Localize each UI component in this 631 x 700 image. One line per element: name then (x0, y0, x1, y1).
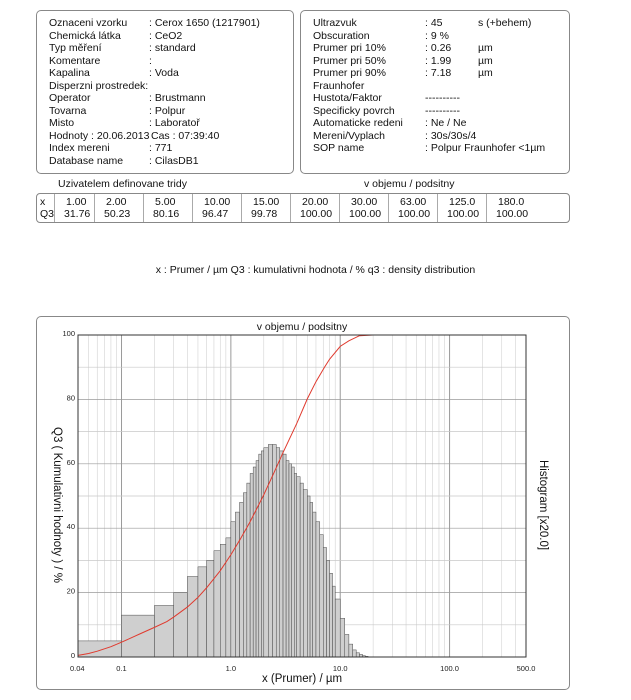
y-tick-label: 40 (66, 522, 75, 532)
histogram-bar (323, 548, 326, 657)
histogram-bar (235, 512, 239, 657)
classes-title: Uzivatelem definovane tridy (58, 178, 187, 190)
distribution-chart (36, 316, 570, 690)
info-label: Operator (49, 92, 91, 104)
histogram-bar (253, 467, 256, 657)
info-label: Prumer pri 90% (313, 67, 386, 79)
class-x-value: 2.00 (106, 196, 127, 208)
class-x-value: 125.0 (449, 196, 476, 208)
table-divider (339, 194, 340, 222)
info-value: : Polpur (149, 104, 186, 117)
info-label: Chemická látka (49, 29, 121, 42)
class-x-value: 180.0 (498, 196, 525, 208)
class-x-value: 30.00 (351, 196, 378, 208)
table-divider (388, 194, 389, 222)
histogram-bar (349, 644, 353, 657)
histogram-bar (286, 461, 289, 657)
histogram-bar (264, 448, 269, 657)
class-q3-value: 99.78 (251, 208, 278, 220)
y-tick-label: 80 (66, 393, 75, 403)
info-value: : 30s/30s/4 (425, 129, 477, 142)
info-value: : CilasDB1 (149, 154, 199, 167)
table-divider (290, 194, 291, 222)
info-unit: µm (478, 54, 493, 67)
table-divider (192, 194, 193, 222)
histogram-bar (243, 493, 247, 657)
info-value: : (149, 54, 152, 67)
info-value: : Voda (149, 67, 179, 79)
histogram-bar (307, 496, 310, 657)
info-label: Misto (49, 117, 75, 129)
x-tick-label: 100.0 (440, 664, 459, 673)
chart-title: v objemu / podsitny (256, 321, 348, 333)
info-value: : Ne / Ne (425, 117, 467, 129)
info-label: Ultrazvuk (313, 17, 357, 29)
x-axis-title: x (Prumer) / µm (261, 673, 343, 685)
info-unit: µm (478, 42, 493, 54)
info-value: : 9 % (425, 29, 449, 42)
histogram-bar (122, 615, 155, 657)
histogram-bar (332, 586, 335, 657)
info-unit: s (+behem) (478, 17, 532, 29)
info-value: : 7.18 (425, 67, 452, 79)
histogram-bar (330, 573, 333, 657)
y-tick-label: 100 (62, 329, 75, 338)
table-divider (437, 194, 438, 222)
histogram-bar (356, 653, 359, 657)
histogram-bar (256, 461, 259, 657)
x-tick-label: 0.04 (70, 664, 85, 673)
class-q3-value: 100.00 (496, 208, 529, 220)
info-value: : 1.99 (425, 54, 452, 67)
histogram-bar (340, 618, 345, 657)
info-label: Tovarna (49, 104, 87, 117)
histogram-bar (247, 483, 250, 657)
class-x-value: 20.00 (302, 196, 329, 208)
info-value: : standard (149, 42, 196, 54)
info-label: Hustota/Faktor (313, 92, 382, 104)
info-label: Prumer pri 10% (313, 42, 386, 54)
info-label: Specificky povrch (313, 104, 395, 117)
x-tick-label: 500.0 (516, 664, 536, 673)
table-divider (241, 194, 242, 222)
histogram-bar (289, 464, 292, 657)
table-divider (94, 194, 95, 222)
info-value: Cas : 07:39:40 (151, 129, 220, 142)
histogram-bar (220, 544, 226, 657)
table-divider (486, 194, 487, 222)
histogram-bar (259, 454, 262, 657)
histogram-bar (154, 605, 173, 657)
y2-axis-title: Histogram [x20.0] (537, 459, 549, 551)
info-value: : Polpur Fraunhofer <1µm (425, 142, 546, 154)
info-label: Automaticke redeni (313, 117, 403, 129)
class-x-value: 1.00 (66, 196, 87, 208)
x-tick-label: 0.1 (116, 664, 127, 673)
histogram-bar (207, 560, 214, 657)
class-q3-value: 100.00 (398, 208, 431, 220)
classes-basis-title: v objemu / podsitny (364, 178, 455, 190)
class-q3-value: 100.00 (349, 208, 382, 220)
info-value: : 45 (425, 17, 443, 29)
histogram-bar (231, 522, 236, 657)
histogram-bar (300, 483, 303, 657)
histogram-bar (250, 473, 253, 657)
info-label: Index mereni (49, 142, 110, 154)
histogram-bar (327, 560, 330, 657)
x-tick-label: 10.0 (332, 664, 348, 673)
histogram-bar (198, 567, 207, 657)
chart-legend-text: x : Prumer / µm Q3 : kumulativni hodnota / % q3 : density distribution (155, 264, 476, 276)
histogram-bar (214, 551, 220, 657)
class-x-value: 63.00 (400, 196, 427, 208)
measurement-info-panel (300, 10, 570, 174)
histogram-bar (345, 634, 349, 657)
histogram-bar (261, 451, 263, 657)
y-tick-label: 0 (70, 651, 75, 660)
info-label: Oznaceni vzorku (49, 17, 128, 29)
info-label: SOP name (313, 142, 365, 154)
histogram-bar (276, 448, 280, 657)
histogram-bar (353, 650, 357, 657)
info-label: Fraunhofer (313, 79, 365, 92)
info-value: : CeO2 (149, 29, 183, 42)
class-x-value: 15.00 (253, 196, 280, 208)
info-label: Obscuration (313, 29, 370, 42)
class-x-value: 10.00 (204, 196, 231, 208)
class-x-value: 5.00 (155, 196, 176, 208)
info-value: : 771 (149, 142, 173, 154)
info-value: : Cerox 1650 (1217901) (149, 17, 260, 29)
info-label: Database name (49, 154, 124, 167)
histogram-bar (320, 535, 324, 657)
info-value: : Laboratoř (149, 117, 200, 129)
class-q3-value: 31.76 (64, 208, 91, 220)
info-label: Hodnoty : 20.06.2013 (49, 129, 150, 142)
info-value: ---------- (425, 92, 460, 104)
info-label: Disperzni prostredek: (49, 79, 149, 92)
info-value: ---------- (425, 104, 460, 117)
sample-info-panel (36, 10, 294, 174)
y-axis-title: Q3 ( Kumulativni hodnoty ) / % (51, 427, 63, 583)
histogram-bar (316, 522, 320, 657)
info-label: Kapalina (49, 67, 90, 79)
class-q3-value: 100.00 (447, 208, 480, 220)
histogram-bar (283, 454, 286, 657)
info-label: Prumer pri 50% (313, 54, 386, 67)
info-value: : 0.26 (425, 42, 452, 54)
histogram-bar (272, 444, 276, 657)
histogram-bar (313, 512, 316, 657)
histogram-bar (292, 467, 295, 657)
chart-canvas (37, 317, 571, 691)
histogram-bar (187, 577, 198, 658)
row-label-q3: Q3 (40, 208, 55, 220)
info-label: Mereni/Vyplach (313, 129, 385, 142)
histogram-bar (303, 490, 307, 657)
histogram-bar (294, 473, 296, 657)
histogram-bar (297, 477, 300, 657)
row-label-x: x (40, 196, 46, 208)
x-tick-label: 1.0 (225, 664, 237, 673)
class-q3-value: 50.23 (104, 208, 131, 220)
histogram-bar (174, 593, 188, 657)
table-divider (143, 194, 144, 222)
y-tick-label: 20 (66, 586, 75, 596)
y-tick-label: 60 (66, 457, 75, 467)
table-divider (54, 194, 55, 222)
histogram-bar (280, 451, 283, 657)
class-q3-value: 80.16 (153, 208, 180, 220)
class-q3-value: 96.47 (202, 208, 229, 220)
class-q3-value: 100.00 (300, 208, 333, 220)
info-unit: µm (478, 67, 493, 79)
info-value: : Brustmann (149, 92, 206, 104)
histogram-bar (240, 502, 244, 657)
user-classes-table (36, 193, 570, 223)
histogram-bar (335, 599, 340, 657)
histogram-bar (310, 502, 313, 657)
info-label: Typ měření (49, 42, 102, 54)
info-label: Komentare (49, 54, 101, 67)
